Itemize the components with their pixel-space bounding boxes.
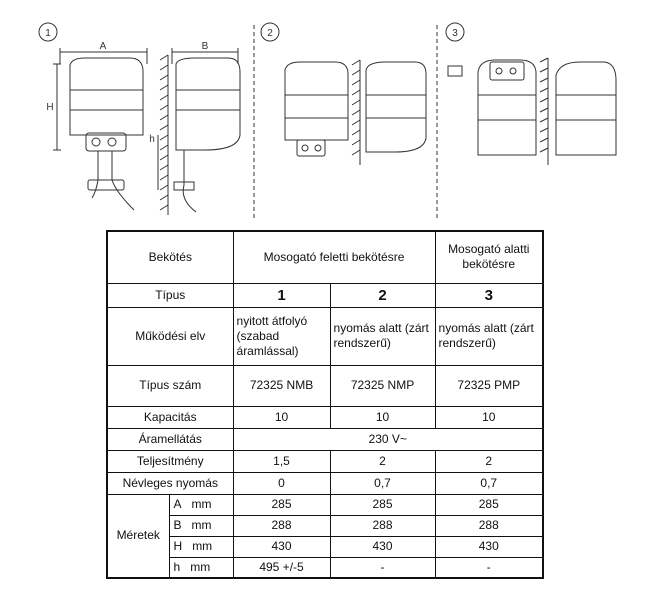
power-supply-value: 230 V~ (233, 428, 543, 450)
dimension-row-A (107, 494, 543, 515)
above-sink-header: Mosogató feletti bekötésre (233, 231, 435, 283)
dimension-A-value-3: 285 (435, 494, 543, 515)
nominal-pressure-value-1: 0 (233, 472, 330, 494)
nominal-pressure-row (107, 472, 543, 494)
dimension-B-key: B mm (169, 515, 233, 536)
principle-label: Működési elv (107, 307, 233, 365)
performance-value-2: 2 (330, 450, 435, 472)
below-sink-header: Mosogató alatti bekötésre (435, 231, 543, 283)
performance-label: Teljesítmény (107, 450, 233, 472)
dimension-B-label: B (201, 41, 209, 52)
installation-diagram (0, 0, 654, 225)
dimension-A-value-2: 285 (330, 494, 435, 515)
dimension-B-value-3: 288 (435, 515, 543, 536)
dimension-row-B (107, 515, 543, 536)
type-number-value-2: 72325 NMP (330, 365, 435, 406)
capacity-label: Kapacitás (107, 406, 233, 428)
nominal-pressure-label: Névleges nyomás (107, 472, 233, 494)
capacity-value-2: 10 (330, 406, 435, 428)
dimension-h-value-3: - (435, 557, 543, 578)
type-value-3: 3 (435, 283, 543, 307)
panel-1-number: 1 (45, 28, 51, 39)
dimension-row-h (107, 557, 543, 578)
boiler-3-front (478, 60, 536, 155)
dimension-A-value-1: 285 (233, 494, 330, 515)
dimension-H-value-2: 430 (330, 536, 435, 557)
type-value-1: 1 (233, 283, 330, 307)
dimension-A-label: A (99, 41, 107, 52)
dimension-h-value-2: - (330, 557, 435, 578)
dimension-row-H (107, 536, 543, 557)
power-supply-row (107, 428, 543, 450)
header-row (107, 231, 543, 283)
type-value-2: 2 (330, 283, 435, 307)
boiler-2-side (366, 62, 426, 152)
principle-row (107, 307, 543, 365)
capacity-value-1: 10 (233, 406, 330, 428)
nominal-pressure-value-2: 0,7 (330, 472, 435, 494)
dimension-H-label: H (46, 102, 54, 113)
spec-table (106, 230, 544, 579)
type-number-value-1: 72325 NMB (233, 365, 330, 406)
dimension-B-value-2: 288 (330, 515, 435, 536)
performance-value-1: 1,5 (233, 450, 330, 472)
dimension-H-key: H mm (169, 536, 233, 557)
boiler-2-front (285, 62, 348, 140)
dimension-H-value-3: 430 (435, 536, 543, 557)
connection-label: Bekötés (107, 231, 233, 283)
principle-value-2: nyomás alatt (zárt rendszerű) (330, 307, 435, 365)
dimensions-label: Méretek (107, 494, 169, 578)
principle-value-1: nyitott átfolyó (szabad áramlással) (233, 307, 330, 365)
boiler-front-body (70, 58, 143, 135)
power-supply-label: Áramellátás (107, 428, 233, 450)
boiler-3-side (556, 62, 616, 155)
principle-value-3: nyomás alatt (zárt rendszerű) (435, 307, 543, 365)
type-number-value-3: 72325 PMP (435, 365, 543, 406)
type-number-row (107, 365, 543, 406)
performance-row (107, 450, 543, 472)
type-number-label: Típus szám (107, 365, 233, 406)
dimension-h-key: h mm (169, 557, 233, 578)
nominal-pressure-value-3: 0,7 (435, 472, 543, 494)
panel-3-number: 3 (452, 28, 458, 39)
dimension-h-label: h (149, 134, 155, 145)
performance-value-3: 2 (435, 450, 543, 472)
capacity-value-3: 10 (435, 406, 543, 428)
dimension-A-key: A mm (169, 494, 233, 515)
dimension-B-value-1: 288 (233, 515, 330, 536)
type-label: Típus (107, 283, 233, 307)
panel-2-number: 2 (267, 28, 273, 39)
dimension-H-value-1: 430 (233, 536, 330, 557)
capacity-row (107, 406, 543, 428)
boiler-side-body (176, 58, 240, 150)
type-row (107, 283, 543, 307)
dimension-h-value-1: 495 +/-5 (233, 557, 330, 578)
